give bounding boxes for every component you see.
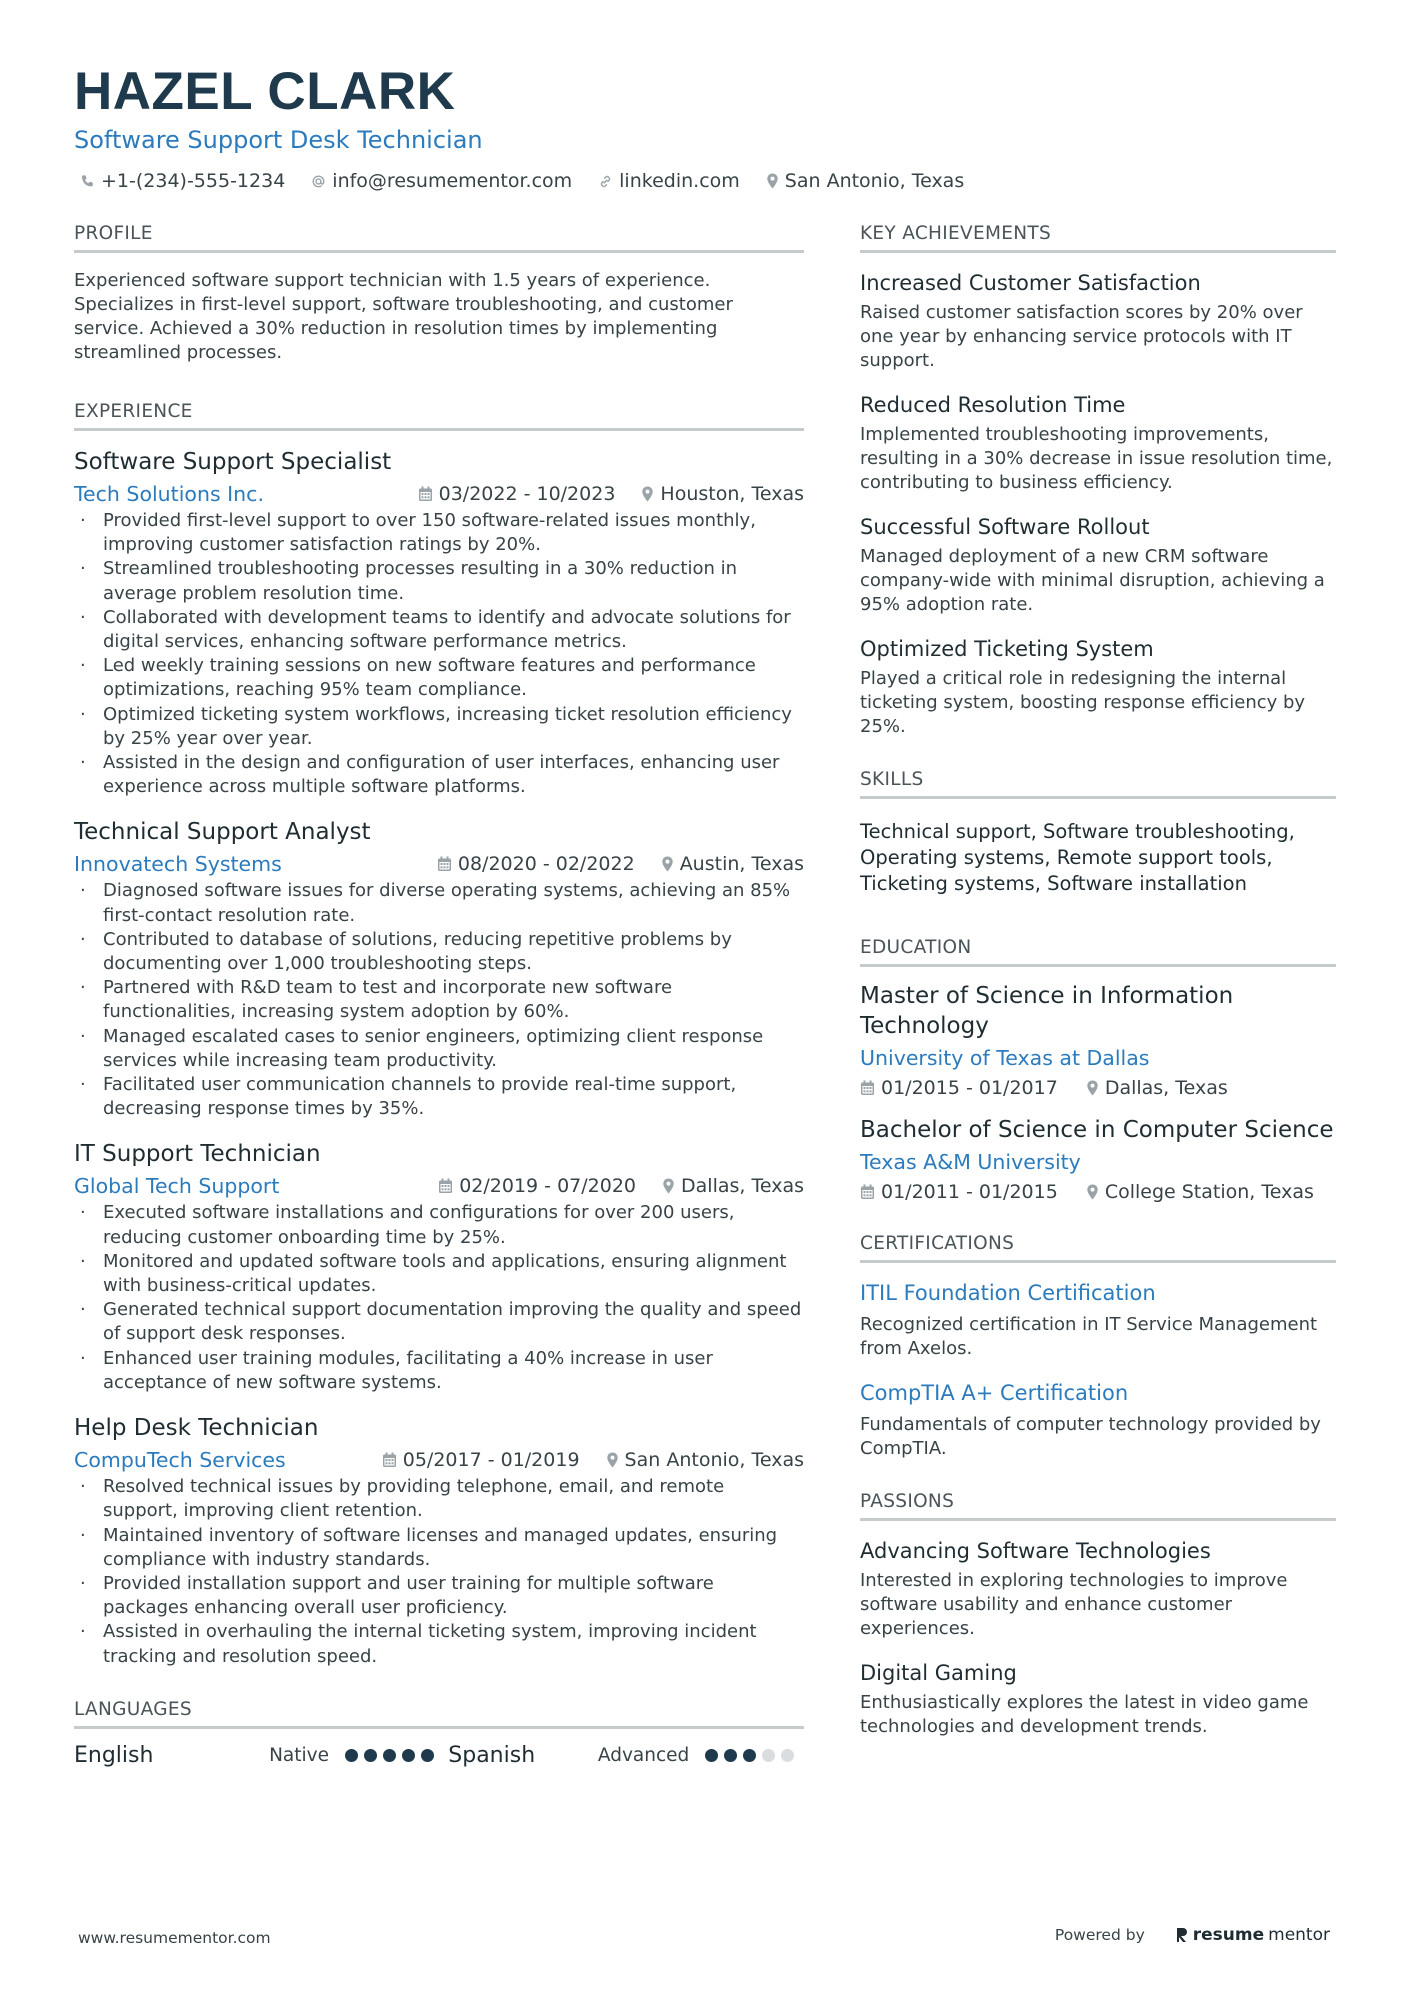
footer-website[interactable]: www.resumementor.com bbox=[78, 1929, 271, 1947]
certification-item bbox=[860, 1279, 1336, 1361]
rating-dot bbox=[762, 1749, 775, 1762]
section-heading: PASSIONS bbox=[860, 1491, 1336, 1521]
passion-item bbox=[860, 1537, 1336, 1641]
passion-list bbox=[860, 1537, 1336, 1739]
achievement-title: Successful Software Rollout bbox=[860, 515, 1150, 539]
achievement-text: Played a critical role in redesigning the internal ticketing system, boosting response efficiency by 25%. bbox=[860, 668, 1306, 737]
right-column bbox=[860, 223, 1336, 1806]
job-dates bbox=[437, 851, 635, 877]
education-item bbox=[860, 981, 1336, 1099]
bullet-item: · Provided first-level support to over 150 software-related issues monthly, improving customer satisfaction ratings by 20%. bbox=[74, 509, 804, 557]
job-title: Help Desk Technician bbox=[74, 1415, 319, 1442]
contact-bar bbox=[80, 170, 1336, 192]
contact-phone bbox=[80, 170, 285, 192]
job-dates bbox=[418, 481, 616, 507]
bullet-item: · Contributed to database of solutions, reducing repetitive problems by documenting over 1,000 troubleshooting steps. bbox=[74, 928, 804, 976]
certification-text: Fundamentals of computer technology provided by CompTIA. bbox=[860, 1414, 1321, 1459]
skills-section bbox=[860, 769, 1336, 897]
brand-mark-icon bbox=[1175, 1926, 1189, 1944]
linkedin-text: linkedin.com bbox=[619, 170, 740, 192]
rating-dot bbox=[705, 1749, 718, 1762]
brand-logo[interactable] bbox=[1175, 1925, 1330, 1945]
section-heading: PROFILE bbox=[74, 223, 804, 253]
job-location bbox=[661, 851, 804, 877]
achievement-title: Reduced Resolution Time bbox=[860, 393, 1126, 417]
bullet-item: · Diagnosed software issues for diverse operating systems, achieving an 85% first-contact resolution rate. bbox=[74, 879, 804, 927]
job-entry bbox=[74, 1139, 804, 1395]
job-dates-text: 08/2020 - 02/2022 bbox=[457, 853, 635, 876]
passion-item bbox=[860, 1659, 1336, 1739]
education-school: University of Texas at Dallas bbox=[860, 1046, 1150, 1070]
job-meta bbox=[74, 481, 804, 507]
bullet-item: · Streamlined troubleshooting processes resulting in a 30% reduction in average problem resolution time. bbox=[74, 557, 804, 605]
bullet-item: · Optimized ticketing system workflows, increasing ticket resolution efficiency by 25% year over year. bbox=[74, 703, 804, 751]
job-location-text: Dallas, Texas bbox=[681, 1175, 804, 1198]
calendar-icon bbox=[382, 1452, 397, 1468]
company-name: Innovatech Systems bbox=[74, 852, 282, 877]
education-section bbox=[860, 937, 1336, 1203]
language-level: Native bbox=[269, 1744, 329, 1766]
languages-section bbox=[74, 1699, 804, 1768]
bullet-item: · Assisted in the design and configuration of user interfaces, enhancing user experience across multiple software platforms. bbox=[74, 751, 804, 799]
certification-title: CompTIA A+ Certification bbox=[860, 1381, 1129, 1405]
company-name: Global Tech Support bbox=[74, 1174, 280, 1199]
passions-section bbox=[860, 1491, 1336, 1739]
job-entry bbox=[74, 817, 804, 1121]
certification-title: ITIL Foundation Certification bbox=[860, 1281, 1156, 1305]
job-meta bbox=[74, 1447, 804, 1473]
achievement-item bbox=[860, 391, 1336, 495]
achievement-title: Optimized Ticketing System bbox=[860, 637, 1154, 661]
email-text: info@resumementor.com bbox=[332, 170, 573, 192]
bullet-item: · Executed software installations and configurations for over 200 users, reducing customer onboarding time by 25%. bbox=[74, 1201, 804, 1249]
language-list bbox=[74, 1743, 804, 1768]
job-dates-text: 02/2019 - 07/2020 bbox=[459, 1175, 637, 1198]
education-dates bbox=[860, 1181, 1058, 1203]
job-bullets bbox=[74, 1475, 804, 1669]
calendar-icon bbox=[860, 1080, 875, 1096]
job-bullets bbox=[74, 1201, 804, 1395]
job-entry bbox=[74, 1413, 804, 1669]
language-item bbox=[448, 1743, 804, 1768]
experience-section bbox=[74, 401, 804, 1669]
education-dates bbox=[860, 1077, 1058, 1099]
footer-powered bbox=[1055, 1925, 1330, 1945]
bullet-item: · Led weekly training sessions on new software features and performance optimizations, reaching 95% team compliance. bbox=[74, 654, 804, 702]
rating-dot bbox=[743, 1749, 756, 1762]
rating-dot bbox=[402, 1749, 415, 1762]
language-rating bbox=[705, 1749, 794, 1762]
job-title: Software Support Specialist bbox=[74, 449, 392, 475]
resume-columns bbox=[74, 223, 1336, 1806]
link-icon bbox=[598, 174, 613, 189]
language-name: Spanish bbox=[448, 1742, 536, 1768]
calendar-icon bbox=[860, 1184, 875, 1200]
section-heading: EDUCATION bbox=[860, 937, 1336, 967]
map-pin-icon bbox=[766, 173, 779, 189]
job-bullets bbox=[74, 509, 804, 799]
education-location-text: College Station, Texas bbox=[1104, 1181, 1314, 1203]
contact-linkedin[interactable] bbox=[598, 170, 740, 192]
achievement-item bbox=[860, 269, 1336, 373]
company-name: Tech Solutions Inc. bbox=[74, 482, 264, 506]
calendar-icon bbox=[437, 856, 452, 872]
job-dates bbox=[382, 1447, 580, 1473]
section-heading: SKILLS bbox=[860, 769, 1336, 799]
phone-text: +1-(234)-555-1234 bbox=[101, 170, 286, 192]
section-heading: LANGUAGES bbox=[74, 1699, 804, 1729]
bullet-item: · Assisted in overhauling the internal ticketing system, improving incident tracking and resolution speed. bbox=[74, 1620, 804, 1668]
rating-dot bbox=[421, 1749, 434, 1762]
section-heading: KEY ACHIEVEMENTS bbox=[860, 223, 1336, 253]
job-location-text: Austin, Texas bbox=[679, 853, 804, 876]
map-pin-icon bbox=[1086, 1080, 1099, 1096]
phone-icon bbox=[80, 174, 95, 189]
contact-email[interactable] bbox=[311, 170, 572, 192]
job-entry bbox=[74, 447, 804, 799]
education-degree: Master of Science in Information Technology bbox=[860, 983, 1234, 1039]
profile-text: Experienced software support technician with 1.5 years of experience. Specializes in first-level support, software troubleshooting, and customer service. Achieved a 30% reduction in resolution times by implementing streamlined processes. bbox=[74, 270, 733, 363]
map-pin-icon bbox=[661, 856, 674, 872]
rating-dot bbox=[724, 1749, 737, 1762]
job-dates-text: 03/2022 - 10/2023 bbox=[438, 483, 616, 505]
section-heading: CERTIFICATIONS bbox=[860, 1233, 1336, 1263]
bullet-item: · Monitored and updated software tools and applications, ensuring alignment with business-critical updates. bbox=[74, 1250, 804, 1298]
skills-text: Technical support, Software troubleshooting, Operating systems, Remote support tools, Ticketing systems, Software installation bbox=[860, 820, 1295, 895]
passion-text: Enthusiastically explores the latest in video game technologies and development trends. bbox=[860, 1692, 1309, 1737]
passion-text: Interested in exploring technologies to improve software usability and enhance customer experiences. bbox=[860, 1570, 1288, 1639]
map-pin-icon bbox=[641, 486, 654, 502]
contact-location bbox=[766, 170, 964, 192]
job-location bbox=[662, 1173, 804, 1199]
language-rating bbox=[345, 1749, 434, 1762]
bullet-item: · Facilitated user communication channels to provide real-time support, decreasing response times by 35%. bbox=[74, 1073, 804, 1121]
section-heading: EXPERIENCE bbox=[74, 401, 804, 431]
achievement-item bbox=[860, 635, 1336, 739]
bullet-item: · Generated technical support documentation improving the quality and speed of support desk responses. bbox=[74, 1298, 804, 1346]
certifications-section bbox=[860, 1233, 1336, 1461]
education-school: Texas A&M University bbox=[860, 1150, 1081, 1174]
education-location bbox=[1086, 1181, 1314, 1203]
education-meta bbox=[860, 1077, 1336, 1099]
job-location bbox=[641, 481, 804, 507]
achievement-list bbox=[860, 269, 1336, 739]
language-item bbox=[74, 1743, 448, 1768]
calendar-icon bbox=[418, 486, 433, 502]
location-text: San Antonio, Texas bbox=[784, 170, 965, 192]
map-pin-icon bbox=[1086, 1184, 1099, 1200]
education-degree: Bachelor of Science in Computer Science bbox=[860, 1117, 1334, 1143]
job-meta bbox=[74, 851, 804, 877]
candidate-name: HAZEL CLARK bbox=[74, 62, 456, 121]
profile-section bbox=[74, 223, 804, 365]
achievement-item bbox=[860, 513, 1336, 617]
job-title: IT Support Technician bbox=[74, 1141, 321, 1168]
language-name: English bbox=[74, 1742, 154, 1768]
certification-item bbox=[860, 1379, 1336, 1461]
map-pin-icon bbox=[606, 1452, 619, 1468]
passion-title: Digital Gaming bbox=[860, 1661, 1017, 1685]
job-location bbox=[606, 1447, 804, 1473]
job-location-text: San Antonio, Texas bbox=[624, 1449, 804, 1472]
education-list bbox=[860, 981, 1336, 1203]
bullet-item: · Enhanced user training modules, facilitating a 40% increase in user acceptance of new software systems. bbox=[74, 1347, 804, 1395]
language-level: Advanced bbox=[597, 1744, 690, 1766]
achievement-text: Implemented troubleshooting improvements, resulting in a 30% decrease in issue resolution time, contributing to business efficiency. bbox=[860, 424, 1333, 493]
bullet-item: · Partnered with R&D team to test and incorporate new software functionalities, increasing system adoption by 60%. bbox=[74, 976, 804, 1024]
passion-title: Advancing Software Technologies bbox=[860, 1539, 1211, 1563]
achievement-title: Increased Customer Satisfaction bbox=[860, 271, 1201, 295]
map-pin-icon bbox=[662, 1178, 675, 1194]
education-dates-text: 01/2011 - 01/2015 bbox=[881, 1181, 1058, 1203]
job-location-text: Houston, Texas bbox=[660, 483, 804, 505]
education-location-text: Dallas, Texas bbox=[1104, 1077, 1228, 1099]
bullet-item: · Maintained inventory of software licenses and managed updates, ensuring compliance with industry standards. bbox=[74, 1524, 804, 1572]
achievements-section bbox=[860, 223, 1336, 739]
bullet-item: · Provided installation support and user training for multiple software packages enhancing overall user proficiency. bbox=[74, 1572, 804, 1620]
job-title: Technical Support Analyst bbox=[74, 819, 371, 846]
job-dates bbox=[438, 1173, 636, 1199]
rating-dot bbox=[364, 1749, 377, 1762]
job-bullets bbox=[74, 879, 804, 1121]
rating-dot bbox=[383, 1749, 396, 1762]
brand-light: mentor bbox=[1268, 1925, 1330, 1945]
at-icon bbox=[311, 174, 326, 189]
candidate-title: Software Support Desk Technician bbox=[74, 126, 483, 154]
achievement-text: Raised customer satisfaction scores by 20% over one year by enhancing service protocols with IT support. bbox=[860, 302, 1303, 371]
certification-text: Recognized certification in IT Service Management from Axelos. bbox=[860, 1314, 1318, 1359]
education-item bbox=[860, 1115, 1336, 1203]
education-location bbox=[1086, 1077, 1228, 1099]
job-dates-text: 05/2017 - 01/2019 bbox=[402, 1449, 580, 1472]
rating-dot bbox=[781, 1749, 794, 1762]
certification-list bbox=[860, 1279, 1336, 1461]
bullet-item: · Managed escalated cases to senior engineers, optimizing client response services while increasing team productivity. bbox=[74, 1025, 804, 1073]
job-list bbox=[74, 447, 804, 1669]
powered-by-label: Powered by bbox=[1054, 1926, 1145, 1944]
education-dates-text: 01/2015 - 01/2017 bbox=[881, 1077, 1058, 1099]
bullet-item: · Resolved technical issues by providing telephone, email, and remote support, improving client retention. bbox=[74, 1475, 804, 1523]
education-meta bbox=[860, 1181, 1336, 1203]
left-column bbox=[74, 223, 804, 1806]
achievement-text: Managed deployment of a new CRM software company-wide with minimal disruption, achieving a 95% adoption rate. bbox=[860, 546, 1325, 615]
calendar-icon bbox=[438, 1178, 453, 1194]
rating-dot bbox=[345, 1749, 358, 1762]
brand-bold: resume bbox=[1192, 1925, 1265, 1945]
bullet-item: · Collaborated with development teams to identify and advocate solutions for digital services, enhancing software performance metrics. bbox=[74, 606, 804, 654]
company-name: CompuTech Services bbox=[74, 1448, 286, 1473]
job-meta bbox=[74, 1173, 804, 1199]
